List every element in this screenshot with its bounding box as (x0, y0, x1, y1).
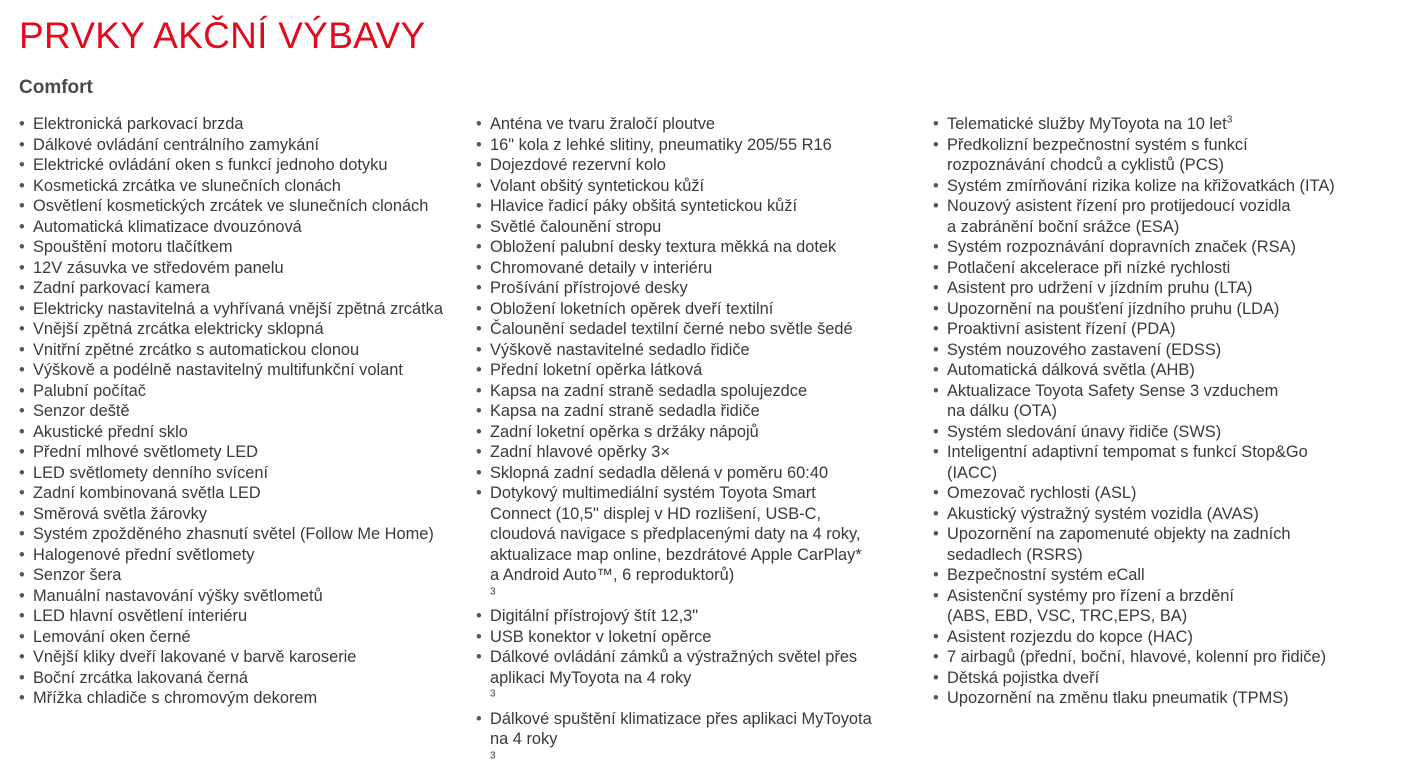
feature-list-item (19, 237, 469, 258)
feature-text: LED hlavní osvětlení interiéru (33, 607, 247, 625)
feature-list-item (933, 196, 1393, 237)
feature-text: Dálkové ovládání centrálního zamykání (33, 136, 319, 154)
feature-text: Inteligentní adaptivní tempomat s funkcí Stop&Go (947, 443, 1308, 461)
feature-list-item (476, 463, 926, 484)
feature-list-item (19, 586, 469, 607)
feature-text-continued: rozpoznávání chodců a cyklistů (PCS) (947, 155, 1393, 176)
feature-text: Hlavice řadicí páky obšitá syntetickou kůží (490, 197, 797, 215)
feature-list-item (19, 422, 469, 443)
feature-list-item (476, 135, 926, 156)
feature-text: Dotykový multimediální systém Toyota Smart (490, 484, 816, 502)
feature-text: Vnitřní zpětné zrcátko s automatickou clonou (33, 341, 359, 359)
feature-list-item (933, 114, 1393, 135)
footnote-marker: 3 (490, 750, 496, 761)
feature-text: Systém sledování únavy řidiče (SWS) (947, 423, 1221, 441)
feature-text: Asistent rozjezdu do kopce (HAC) (947, 628, 1193, 646)
feature-list-item (19, 504, 469, 525)
feature-text: Nouzový asistent řízení pro protijedoucí vozidla (947, 197, 1290, 215)
feature-list-item (476, 709, 926, 770)
feature-text: Anténa ve tvaru žraločí ploutve (490, 115, 715, 133)
feature-text: Obložení palubní desky textura měkká na dotek (490, 238, 836, 256)
feature-text: Kapsa na zadní straně sedadla spolujezdce (490, 382, 807, 400)
footnote-marker: 3 (490, 586, 496, 597)
feature-list-item (19, 196, 469, 217)
feature-text: Osvětlení kosmetických zrcátek ve slunečních clonách (33, 197, 428, 215)
feature-list-item (476, 237, 926, 258)
page-title: PRVKY AKČNÍ VÝBAVY (19, 14, 425, 58)
feature-text-continued: aktualizace map online, bezdrátové Apple CarPlay* (490, 545, 926, 566)
feature-list-column-3 (933, 114, 1393, 709)
feature-list-item (19, 606, 469, 627)
feature-list-item (933, 504, 1393, 525)
feature-text: Elektronická parkovací brzda (33, 115, 243, 133)
feature-list-item (19, 340, 469, 361)
feature-text: 7 airbagů (přední, boční, hlavové, kolenní pro řidiče) (947, 648, 1326, 666)
feature-list-item (933, 442, 1393, 483)
feature-text: Aktualizace Toyota Safety Sense 3 vzduchem (947, 382, 1278, 400)
feature-list-item (19, 483, 469, 504)
feature-text: Systém nouzového zastavení (EDSS) (947, 341, 1221, 359)
feature-text: Bezpečnostní systém eCall (947, 566, 1145, 584)
feature-list-item (933, 258, 1393, 279)
feature-text: Akustické přední sklo (33, 423, 188, 441)
feature-text: Potlačení akcelerace při nízké rychlosti (947, 259, 1230, 277)
feature-list-item (19, 258, 469, 279)
feature-list-item (476, 627, 926, 648)
feature-list-item (19, 176, 469, 197)
feature-list-item (476, 196, 926, 217)
feature-list-item (933, 422, 1393, 443)
feature-list-item (933, 278, 1393, 299)
feature-text: Digitální přístrojový štít 12,3" (490, 607, 698, 625)
feature-text: Senzor deště (33, 402, 130, 420)
feature-text: Asistent pro udržení v jízdním pruhu (LTA) (947, 279, 1252, 297)
feature-text: Dětská pojistka dveří (947, 669, 1099, 687)
feature-list-item (933, 237, 1393, 258)
feature-list-item (19, 217, 469, 238)
feature-list-item (476, 155, 926, 176)
feature-text: Systém zmírňování rizika kolize na křižovatkách (ITA) (947, 177, 1335, 195)
feature-text: Světlé čalounění stropu (490, 218, 661, 236)
feature-list-item (476, 422, 926, 443)
feature-text: Upozornění na poušťení jízdního pruhu (LDA) (947, 300, 1279, 318)
feature-text: Omezovač rychlosti (ASL) (947, 484, 1136, 502)
feature-list-item (19, 524, 469, 545)
feature-text: 16" kola z lehké slitiny, pneumatiky 205/55 R16 (490, 136, 832, 154)
feature-list-item (476, 278, 926, 299)
feature-text: Zadní parkovací kamera (33, 279, 210, 297)
feature-text: Předkolizní bezpečnostní systém s funkcí (947, 136, 1248, 154)
feature-list-item (933, 688, 1393, 709)
feature-text-continued: na 4 roky (490, 729, 926, 750)
feature-text: Vnější kliky dveří lakované v barvě karoserie (33, 648, 356, 666)
feature-text: Elektrické ovládání oken s funkcí jednoho dotyku (33, 156, 387, 174)
feature-text: Čalounění sedadel textilní černé nebo světle šedé (490, 320, 853, 338)
feature-list-item (19, 442, 469, 463)
feature-list-item (933, 381, 1393, 422)
feature-text: Kapsa na zadní straně sedadla řidiče (490, 402, 760, 420)
feature-text: Systém zpožděného zhasnutí světel (Follow Me Home) (33, 525, 434, 543)
feature-list-item (476, 299, 926, 320)
feature-text: Systém rozpoznávání dopravních značek (RSA) (947, 238, 1296, 256)
feature-list-item (476, 258, 926, 279)
feature-text: Palubní počítač (33, 382, 146, 400)
feature-text: Chromované detaily v interiéru (490, 259, 712, 277)
feature-text: Přední loketní opěrka látková (490, 361, 702, 379)
feature-text: Volant obšitý syntetickou kůží (490, 177, 704, 195)
section-title-comfort: Comfort (19, 77, 93, 99)
feature-text-continued: a Android Auto™, 6 reproduktorů) (490, 565, 926, 586)
feature-list-item (933, 627, 1393, 648)
feature-list-item (933, 340, 1393, 361)
feature-list-item (19, 114, 469, 135)
feature-text: Prošívání přístrojové desky (490, 279, 688, 297)
footnote-marker: 3 (1227, 115, 1233, 126)
feature-text: Manuální nastavování výšky světlometů (33, 587, 323, 605)
feature-text: Kosmetická zrcátka ve slunečních clonách (33, 177, 341, 195)
feature-list-item (19, 155, 469, 176)
feature-list-item (933, 668, 1393, 689)
feature-list-item (476, 381, 926, 402)
feature-text-continued: (ABS, EBD, VSC, TRC,EPS, BA) (947, 606, 1393, 627)
feature-list-item (19, 278, 469, 299)
feature-list-item (933, 299, 1393, 320)
feature-list-item (19, 381, 469, 402)
feature-text-continued: Connect (10,5" displej v HD rozlišení, USB-C, (490, 504, 926, 525)
feature-list-item (19, 565, 469, 586)
feature-list-item (19, 647, 469, 668)
feature-text: Obložení loketních opěrek dveří textilní (490, 300, 773, 318)
feature-list-item (476, 319, 926, 340)
feature-list-item (933, 586, 1393, 627)
feature-text: LED světlomety denního svícení (33, 464, 268, 482)
footnote-marker: 3 (490, 689, 496, 700)
feature-text: Zadní loketní opěrka s držáky nápojů (490, 423, 759, 441)
feature-text: Lemování oken černé (33, 628, 191, 646)
feature-text: Upozornění na zapomenuté objekty na zadních (947, 525, 1291, 543)
feature-text: Výškově nastavitelné sedadlo řidiče (490, 341, 750, 359)
feature-list-item (933, 135, 1393, 176)
feature-text-continued: na dálku (OTA) (947, 401, 1393, 422)
feature-text: Telematické služby MyToyota na 10 let (947, 115, 1227, 133)
feature-list-item (19, 627, 469, 648)
feature-text: Akustický výstražný systém vozidla (AVAS) (947, 505, 1259, 523)
feature-text: Senzor šera (33, 566, 121, 584)
feature-list-column-2 (476, 114, 926, 770)
feature-text: Směrová světla žárovky (33, 505, 207, 523)
feature-text: Dálkové spuštění klimatizace přes aplikaci MyToyota (490, 710, 872, 728)
feature-text-continued: aplikaci MyToyota na 4 roky (490, 668, 926, 689)
feature-text-continued: (IACC) (947, 463, 1393, 484)
feature-list-item (19, 135, 469, 156)
feature-list-item (476, 401, 926, 422)
feature-text: Proaktivní asistent řízení (PDA) (947, 320, 1176, 338)
feature-text: Automatická dálková světla (AHB) (947, 361, 1195, 379)
feature-list-item (476, 340, 926, 361)
feature-text: Elektricky nastavitelná a vyhřívaná vnější zpětná zrcátka (33, 300, 443, 318)
feature-text: Dojezdové rezervní kolo (490, 156, 666, 174)
feature-list-item (933, 524, 1393, 565)
feature-text: Zadní hlavové opěrky 3× (490, 443, 670, 461)
feature-list-item (476, 483, 926, 606)
feature-text: Výškově a podélně nastavitelný multifunkční volant (33, 361, 403, 379)
feature-list-item (476, 176, 926, 197)
feature-text-continued: a zabránění boční srážce (ESA) (947, 217, 1393, 238)
feature-list-item (476, 360, 926, 381)
feature-text: Upozornění na změnu tlaku pneumatik (TPMS) (947, 689, 1289, 707)
feature-list-item (476, 647, 926, 709)
feature-list-item (476, 217, 926, 238)
feature-text: Mřížka chladiče s chromovým dekorem (33, 689, 317, 707)
feature-list-item (476, 114, 926, 135)
feature-text: Přední mlhové světlomety LED (33, 443, 258, 461)
feature-text-continued: sedadlech (RSRS) (947, 545, 1393, 566)
feature-list-item (19, 545, 469, 566)
feature-text: Sklopná zadní sedadla dělená v poměru 60:40 (490, 464, 828, 482)
feature-text: Zadní kombinovaná světla LED (33, 484, 261, 502)
feature-text-continued: cloudová navigace s předplacenými daty na 4 roky, (490, 524, 926, 545)
feature-list-item (19, 688, 469, 709)
feature-list-item (19, 401, 469, 422)
feature-text: Dálkové ovládání zámků a výstražných světel přes (490, 648, 857, 666)
feature-text: Automatická klimatizace dvouzónová (33, 218, 302, 236)
feature-list-item (19, 360, 469, 381)
feature-text: Vnější zpětná zrcátka elektricky sklopná (33, 320, 324, 338)
feature-text: USB konektor v loketní opěrce (490, 628, 711, 646)
feature-list-item (933, 647, 1393, 668)
feature-list-item (933, 360, 1393, 381)
feature-list-item (476, 606, 926, 627)
feature-text: Boční zrcátka lakovaná černá (33, 669, 248, 687)
feature-text: Halogenové přední světlomety (33, 546, 254, 564)
feature-list-item (19, 463, 469, 484)
feature-list-item (19, 668, 469, 689)
feature-text: Spouštění motoru tlačítkem (33, 238, 233, 256)
feature-list-item (19, 299, 469, 320)
feature-list-column-1 (19, 114, 469, 709)
feature-list-item (19, 319, 469, 340)
feature-list-item (933, 483, 1393, 504)
feature-list-item (933, 565, 1393, 586)
feature-list-item (933, 319, 1393, 340)
feature-list-item (476, 442, 926, 463)
feature-text: Asistenční systémy pro řízení a brzdění (947, 587, 1234, 605)
feature-text: 12V zásuvka ve středovém panelu (33, 259, 284, 277)
feature-list-item (933, 176, 1393, 197)
